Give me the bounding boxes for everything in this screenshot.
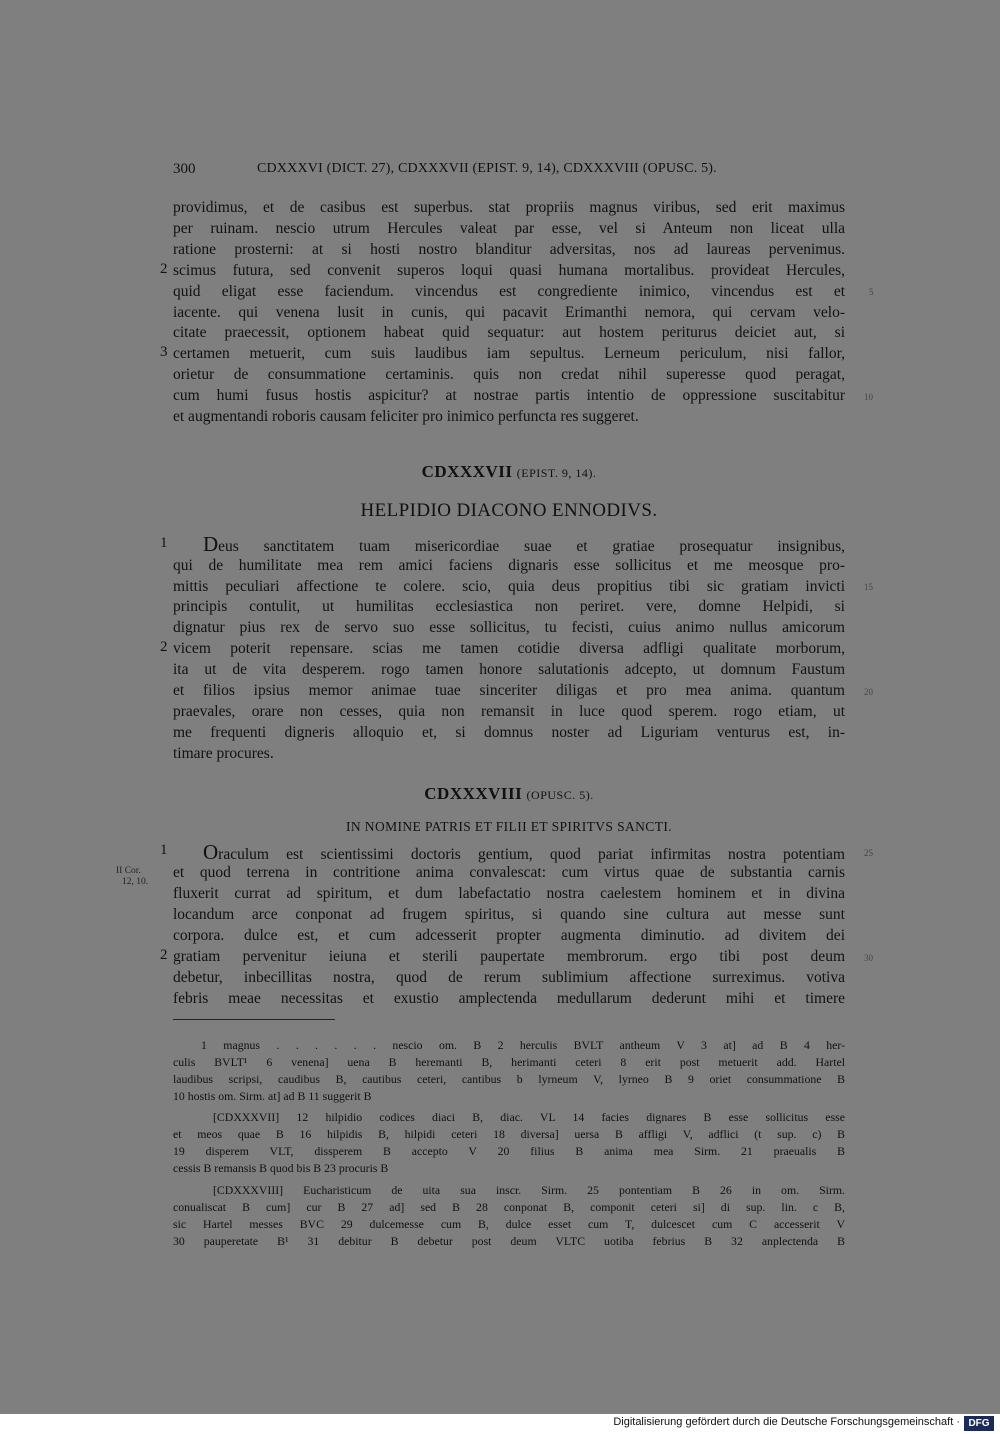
paragraph-marker: 1 (160, 842, 168, 858)
heading-numeral: CDXXXVII (421, 462, 513, 481)
text-line: debetur, inbecillitas nostra, quod de rerum sublimium affectione surreximus. votiva (173, 969, 845, 986)
text-line: iacente. qui venena lusit in cunis, qui pacavit Erimanthi nemora, qui cervam velo- (173, 304, 845, 321)
text-line: febris meae necessitas et exustio amplectenda medullarum dederunt mihi et timere (173, 990, 845, 1007)
letter-address: HELPIDIO DIACONO ENNODIVS. (360, 500, 658, 521)
initial-letter: D (203, 532, 219, 556)
text-line: mittis peculiari affectione te colere. scio, quia deus propitius tibi sic gratiam invicti (173, 578, 845, 595)
apparatus-line: 19 disperem VLT, dissperem B accepto V 20 filius B anima mea Sirm. 21 praeualis B (173, 1144, 845, 1158)
text-line: corpora. dulce est, et cum adcesserit propter augmenta diminutio. ad divitem dei (173, 927, 845, 944)
running-title: CDXXXVI (DICT. 27), CDXXXVII (EPIST. 9, 14), CDXXXVIII (OPUSC. 5). (257, 161, 717, 176)
apparatus-line: 10 hostis om. Sirm. at] ad B 11 suggerit B (173, 1089, 372, 1103)
line-number: 25 (864, 848, 873, 858)
text-line: et quod terrena in contritione anima convalescat: cum virtus quae de substantia carnis (173, 864, 845, 881)
text-line: vicem poterit repensare. scias me tamen cotidie diversa adfligi qualitate morborum, (173, 640, 845, 657)
text-line: gratiam pervenitur ieiuna et sterili paupertate membrorum. ergo tibi post deum (173, 948, 845, 965)
apparatus-line: et meos quae B 16 hilpidis B, hilpidi ceteri 18 diversa] uersa B affligi V, adflici (t sup. c) B (173, 1127, 845, 1141)
paragraph-marker: 1 (160, 535, 168, 551)
paragraph-marker: 2 (160, 947, 168, 963)
dfg-logo: DFG (964, 1416, 994, 1431)
initial-letter: O (203, 840, 219, 864)
text-line: cum humi fusus hostis aspicitur? at nostrae partis intentio de oppressione suscitabitur (173, 387, 845, 404)
text-line: certamen metuerit, cum suis laudibus iam sepultus. Lerneum periculum, nisi fallor, (173, 345, 845, 362)
funding-note: Digitalisierung gefördert durch die Deutsche Forschungsgemeinschaft · (613, 1416, 960, 1428)
invocation: IN NOMINE PATRIS ET FILII ET SPIRITVS SANCTI. (345, 819, 673, 834)
section-heading (173, 462, 845, 482)
heading-numeral: CDXXXVIII (424, 784, 523, 803)
text-line: orietur de consummatione certaminis. quis non credat nihil superesse quod peragat, (173, 366, 845, 383)
text-line: dignatur pius rex de servo suo esse sollicitus, tu fecisti, cuius animo nullus amicorum (173, 619, 845, 636)
text-line: per ruinam. nescio utrum Hercules valeat par esse, vel si Anteum non liceat ulla (173, 220, 845, 237)
paragraph-marker: 3 (160, 344, 168, 360)
first-line-text: raculum est scientissimi doctoris gentium, quod pariat infirmitas nostra potentiam (218, 846, 845, 863)
footnote-rule (173, 1019, 335, 1020)
section-heading (173, 784, 845, 804)
apparatus-line: laudibus scripsi, caudibus B, cautibus ceteri, cantibus b lyrneum V, lyrneo B 9 oriet consummatione B (173, 1072, 845, 1086)
apparatus-line: cessis B remansis B quod bis B 23 procuris B (173, 1161, 389, 1175)
text-line: citate praecessit, optionem habeat quid sequatur: aut hostem periturus deiciet aut, si (173, 324, 845, 341)
margin-reference (116, 866, 148, 888)
apparatus-line: [CDXXXVII] 12 hilpidio codices diaci B, diac. VL 14 facies dignares B esse sollicitus esse (213, 1110, 845, 1124)
text-line: praevales, orare non cesses, quia non remansit in luce quod sperem. rogo etiam, ut (173, 703, 845, 720)
running-header (173, 161, 845, 181)
heading-reference: (EPIST. 9, 14). (516, 466, 597, 480)
line-number: 15 (864, 582, 873, 592)
apparatus-line: [CDXXXVIII] Eucharisticum de uita sua inscr. Sirm. 25 pontentiam B 26 in om. Sirm. (213, 1183, 845, 1197)
text-line: et augmentandi roboris causam feliciter pro inimico perfuncta res suggeret. (173, 408, 639, 425)
text-line: quid eligat esse faciendum. vincendus est congrediente inimico, vincendus est et (173, 283, 845, 300)
margin-reference-book: II Cor. (116, 866, 141, 876)
paragraph-marker: 2 (160, 261, 168, 277)
apparatus-line: conualiscat B cum] cur B 27 ad] sed B 28 conponat B, componit ceteri si] di sup. lin. c B, (173, 1200, 845, 1214)
apparatus-line: 1 magnus . . . . . . nescio om. B 2 herculis BVLT antheum V 3 at] ad B 4 her- (201, 1038, 845, 1052)
line-number: 5 (869, 287, 874, 297)
apparatus-line: culis BVLT¹ 6 venena] uena B heremanti B, herimanti ceteri 8 erit post metuerit add. Hartel (173, 1055, 845, 1069)
first-line-text: eus sanctitatem tuam misericordiae suae et gratiae prosequatur insignibus, (218, 538, 845, 555)
text-line: qui de humilitate mea rem amici faciens dignaris esse sollicitus et me meosque pro- (173, 557, 845, 574)
line-number: 30 (864, 953, 873, 963)
text-line: locandum arce conponat ad frugem spiritus, si quando sine cultura aut messe sunt (173, 906, 845, 923)
text-line: me frequenti digneris alloquio et, si domnus noster ad Liguriam venturus est, in- (173, 724, 845, 741)
page-number: 300 (173, 161, 196, 177)
text-line: ratione prosterni: at si hosti nostro blanditur adversitas, nos ad laureas pervenimus. (173, 241, 845, 258)
text-line: principis contulit, ut humilitas ecclesiastica non periret. vere, domne Helpidi, si (173, 598, 845, 615)
apparatus-line: 30 pauperetate B¹ 31 debitur B debetur post deum VLTC uotiba febrius B 32 anplectenda B (173, 1234, 845, 1248)
line-number: 10 (864, 392, 873, 402)
text-line: et filios ipsius memor animae tuae sinceriter diligas et pro mea anima. quantum (173, 682, 845, 699)
paragraph-marker: 2 (160, 639, 168, 655)
line-number: 20 (864, 687, 873, 697)
text-line: scimus futura, sed convenit superos loqui quasi humana mortalibus. provideat Hercules, (173, 262, 845, 279)
text-line: ita ut de vita desperem. rogo tamen honore salutationis adcepto, ut domnum Faustum (173, 661, 845, 678)
text-line: providimus, et de casibus est superbus. stat propriis magnus viribus, sed erit maximus (173, 199, 845, 216)
margin-reference-verse: 12, 10. (122, 877, 149, 887)
text-line: timare procures. (173, 745, 274, 762)
text-line: fluxerit currat ad spiritum, et dum labefactatio nostra caelestem hominem et in divina (173, 885, 845, 902)
heading-reference: (OPUSC. 5). (526, 788, 594, 802)
apparatus-line: sic Hartel messes BVC 29 dulcemesse cum B, dulce esset cum T, dulcescet cum C accesserit V (173, 1217, 845, 1231)
text-line-first (173, 842, 845, 863)
text-line-first (173, 534, 845, 555)
